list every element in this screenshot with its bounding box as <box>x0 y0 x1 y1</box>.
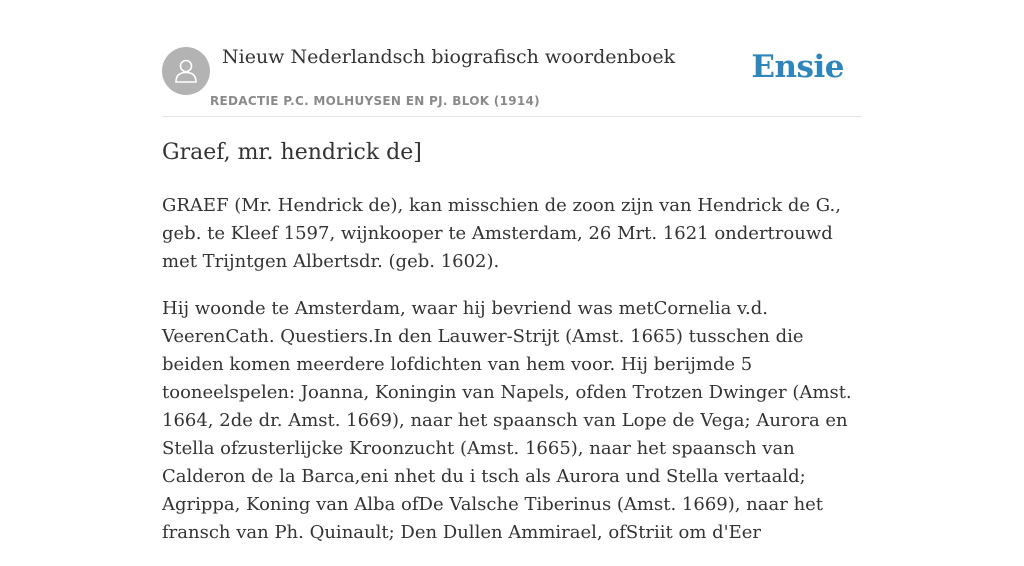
article-paragraph: Hij woonde te Amsterdam, waar hij bevriend was metCornelia v.d. VeerenCath. Questiers.In den Lauwer-Strijt (Amst. 1665) tusschen die beiden komen meerdere lofdichten van hem voor. Hij berijmde 5 tooneelspelen: Joanna, Koningin van Napels, ofden Trotzen Dwinger (Amst. 1664, 2de dr. Amst. 1669), naar het spaansch van Lope de Vega; Aurora en Stella ofzusterlijcke Kroonzucht (Amst. 1665), naar het spaansch van Calderon de la Barca,eni nhet du i tsch als Aurora und Stella vertaald; Agrippa, Koning van Alba ofDe Valsche Tiberinus (Amst. 1669), naar het fransch van Ph. Quinault; Den Dullen Ammirael, ofStriit om d'Eer <box>162 298 852 543</box>
article-title: Graef, mr. hendrick de] <box>162 140 422 165</box>
editors-line: REDACTIE P.C. MOLHUYSEN EN PJ. BLOK (1914) <box>210 94 540 108</box>
user-icon[interactable] <box>162 47 210 95</box>
user-icon-glyph <box>171 56 201 86</box>
article-paragraph: GRAEF (Mr. Hendrick de), kan misschien de zoon zijn van Hendrick de G., geb. te Kleef 1597, wijnkooper te Amsterdam, 26 Mrt. 1621 ondertrouwd met Trijntgen Albertsdr. (geb. 1602). <box>162 195 841 272</box>
article-body <box>162 192 862 566</box>
book-title[interactable]: Nieuw Nederlandsch biografisch woordenboek <box>222 46 676 68</box>
site-header <box>162 44 862 117</box>
ensie-logo[interactable]: Ensie <box>751 49 844 85</box>
